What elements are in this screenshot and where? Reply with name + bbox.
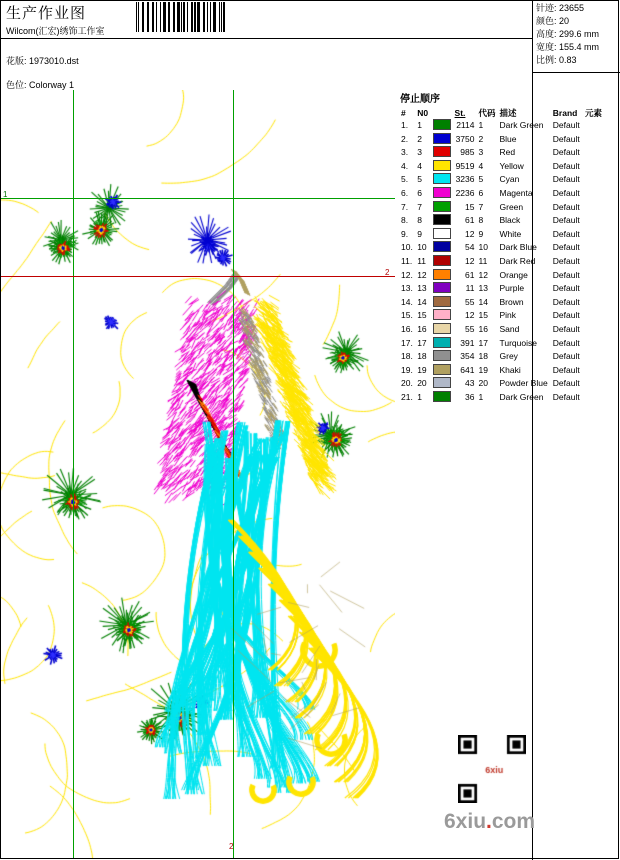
stat-label: 宽度: bbox=[536, 42, 557, 52]
cell-desc: Dark Red bbox=[499, 255, 536, 266]
cell-element bbox=[583, 391, 604, 405]
cell-index: 19. bbox=[401, 364, 413, 375]
cell-element bbox=[583, 173, 604, 187]
cell-swatch bbox=[431, 269, 453, 283]
cell-swatch bbox=[431, 146, 453, 160]
cell-brand: Default bbox=[552, 269, 580, 280]
cell-brand: Default bbox=[552, 337, 580, 348]
barcode-bar bbox=[213, 2, 216, 32]
table-row[interactable] bbox=[399, 119, 604, 133]
cell-no: 4 bbox=[417, 160, 422, 171]
embroidery-artwork bbox=[1, 90, 395, 858]
cell-no: 8 bbox=[417, 215, 422, 226]
cell-no: 1 bbox=[417, 391, 422, 402]
color-swatch bbox=[433, 133, 451, 144]
cell-no: 2 bbox=[417, 133, 422, 144]
cell-desc: Black bbox=[499, 215, 521, 226]
design-file-row bbox=[6, 54, 79, 67]
watermark-tld: com bbox=[491, 810, 536, 833]
table-row[interactable] bbox=[399, 377, 604, 391]
cell-desc: Khaki bbox=[499, 364, 521, 375]
cell-no: 9 bbox=[417, 228, 422, 239]
cell-code: 9 bbox=[478, 228, 484, 239]
cell-index: 11. bbox=[401, 255, 413, 266]
cell-element bbox=[583, 146, 604, 160]
cell-code: 1 bbox=[478, 391, 484, 402]
cell-brand: Default bbox=[552, 242, 580, 253]
barcode-bar bbox=[203, 2, 205, 32]
cell-desc: Sand bbox=[499, 323, 520, 334]
colorway-value: Colorway 1 bbox=[29, 80, 75, 90]
cell-swatch bbox=[431, 337, 453, 351]
stat-label: 针迹: bbox=[536, 3, 557, 13]
cell-no: 13 bbox=[417, 283, 427, 294]
stat-row-2 bbox=[536, 28, 616, 41]
cell-index: 1. bbox=[401, 120, 409, 130]
stat-value: 23655 bbox=[556, 3, 585, 13]
cell-stitches: 54 bbox=[465, 242, 475, 253]
color-swatch bbox=[433, 364, 451, 375]
stat-label: 高度: bbox=[536, 29, 557, 39]
cell-desc: Orange bbox=[499, 269, 528, 280]
color-swatch bbox=[433, 241, 451, 252]
cell-swatch bbox=[431, 201, 453, 215]
table-row[interactable] bbox=[399, 241, 604, 255]
stat-label: 比例: bbox=[536, 55, 557, 65]
color-swatch bbox=[433, 309, 451, 320]
cell-swatch bbox=[431, 214, 453, 228]
cell-stitches: 61 bbox=[465, 215, 475, 226]
cell-index: 20. bbox=[401, 378, 413, 389]
cell-index: 18. bbox=[401, 351, 413, 362]
cell-brand: Default bbox=[552, 351, 580, 362]
cell-desc: Yellow bbox=[499, 160, 524, 171]
cell-code: 13 bbox=[478, 283, 488, 294]
cell-index: 17. bbox=[401, 337, 413, 348]
cell-desc: Cyan bbox=[499, 174, 520, 185]
table-row[interactable] bbox=[399, 173, 604, 187]
cell-swatch bbox=[431, 350, 453, 364]
cell-desc: Turquoise bbox=[499, 337, 537, 348]
barcode-bar bbox=[147, 2, 149, 32]
color-swatch bbox=[433, 296, 451, 307]
cell-swatch bbox=[431, 241, 453, 255]
cell-code: 18 bbox=[478, 351, 488, 362]
col-brand: Brand bbox=[552, 108, 578, 118]
cell-element bbox=[583, 201, 604, 215]
cell-code: 16 bbox=[478, 323, 488, 334]
stat-value: 20 bbox=[556, 16, 570, 26]
barcode bbox=[136, 2, 226, 32]
barcode-bar bbox=[223, 2, 225, 32]
barcode-bar bbox=[183, 2, 185, 32]
color-swatch bbox=[433, 350, 451, 361]
cell-brand: Default bbox=[552, 133, 580, 144]
cell-code: 2 bbox=[478, 133, 484, 144]
barcode-bar bbox=[221, 2, 222, 32]
cell-swatch bbox=[431, 282, 453, 296]
cell-desc: Powder Blue bbox=[499, 378, 548, 389]
color-swatch bbox=[433, 173, 451, 184]
cell-swatch bbox=[431, 309, 453, 323]
barcode-bar bbox=[138, 2, 139, 32]
cell-stitches: 12 bbox=[465, 228, 475, 239]
table-row[interactable] bbox=[399, 296, 604, 310]
color-swatch bbox=[433, 201, 451, 212]
table-row[interactable] bbox=[399, 337, 604, 351]
barcode-bar bbox=[207, 2, 208, 32]
barcode-bar bbox=[136, 2, 137, 32]
cell-element bbox=[583, 337, 604, 351]
col-swatch bbox=[431, 107, 453, 119]
cell-stitches: 3236 bbox=[455, 174, 475, 185]
cell-stitches: 36 bbox=[465, 391, 475, 402]
table-row[interactable] bbox=[399, 391, 604, 405]
barcode-bar bbox=[163, 2, 166, 32]
color-swatch bbox=[433, 337, 451, 348]
cell-element bbox=[583, 228, 604, 242]
table-row[interactable] bbox=[399, 228, 604, 242]
cell-brand: Default bbox=[552, 364, 580, 375]
studio-name: Wilcom(汇宏)绣饰工作室 bbox=[6, 26, 105, 36]
barcode-bar bbox=[194, 2, 196, 32]
cell-brand: Default bbox=[552, 323, 580, 334]
col-desc: 描述 bbox=[499, 108, 517, 118]
cell-element bbox=[583, 160, 604, 174]
cell-desc: White bbox=[499, 228, 522, 239]
cell-index: 5. bbox=[401, 174, 409, 185]
cell-code: 20 bbox=[478, 378, 488, 389]
cell-stitches: 3750 bbox=[455, 133, 475, 144]
cell-code: 19 bbox=[478, 364, 488, 375]
color-swatch bbox=[433, 323, 451, 334]
table-row[interactable] bbox=[399, 269, 604, 283]
cell-element bbox=[583, 255, 604, 269]
cell-element bbox=[583, 309, 604, 323]
guide-vertical-green-center bbox=[233, 90, 234, 858]
stat-value: 0.83 bbox=[556, 55, 577, 65]
cell-swatch bbox=[431, 133, 453, 147]
design-file-label: 花版: bbox=[6, 56, 27, 66]
cell-index: 14. bbox=[401, 296, 413, 307]
stats-divider bbox=[532, 72, 620, 73]
cell-no: 11 bbox=[417, 255, 427, 266]
cell-code: 1 bbox=[478, 120, 484, 130]
cell-code: 12 bbox=[478, 269, 488, 280]
cell-stitches: 2236 bbox=[455, 187, 475, 198]
cell-desc: Brown bbox=[499, 296, 524, 307]
cell-element bbox=[583, 241, 604, 255]
cell-stitches: 985 bbox=[460, 147, 475, 158]
barcode-bar bbox=[160, 2, 161, 32]
barcode-bar bbox=[156, 2, 157, 32]
stat-value: 299.6 mm bbox=[556, 29, 600, 39]
cell-no: 18 bbox=[417, 351, 427, 362]
cell-brand: Default bbox=[552, 174, 580, 185]
table-row[interactable] bbox=[399, 146, 604, 160]
cell-no: 15 bbox=[417, 310, 427, 321]
table-row[interactable] bbox=[399, 160, 604, 174]
table-row[interactable] bbox=[399, 323, 604, 337]
color-sequence-table bbox=[399, 107, 604, 404]
cell-swatch bbox=[431, 296, 453, 310]
cell-index: 16. bbox=[401, 323, 413, 334]
cell-stitches: 12 bbox=[465, 255, 475, 266]
cell-swatch bbox=[431, 228, 453, 242]
cell-desc: Blue bbox=[499, 133, 517, 144]
cell-brand: Default bbox=[552, 228, 580, 239]
cell-brand: Default bbox=[552, 310, 580, 321]
design-preview bbox=[1, 90, 395, 858]
col-no: N0 bbox=[417, 108, 429, 118]
cell-index: 9. bbox=[401, 228, 409, 239]
cell-code: 10 bbox=[478, 242, 488, 253]
cell-brand: Default bbox=[552, 120, 580, 130]
guide-label-right: 2 bbox=[385, 268, 390, 277]
color-swatch bbox=[433, 377, 451, 388]
color-swatch bbox=[433, 146, 451, 157]
table-row[interactable] bbox=[399, 309, 604, 323]
stat-row-3 bbox=[536, 41, 616, 54]
watermark-text: 6xiu bbox=[444, 810, 487, 833]
page-title: 生产作业图 bbox=[6, 5, 87, 22]
cell-element bbox=[583, 269, 604, 283]
cell-code: 14 bbox=[478, 296, 488, 307]
cell-code: 6 bbox=[478, 187, 484, 198]
cell-stitches: 11 bbox=[465, 283, 475, 294]
color-swatch bbox=[433, 255, 451, 266]
guide-vertical-green-left bbox=[73, 90, 74, 858]
cell-brand: Default bbox=[552, 160, 580, 171]
color-swatch bbox=[433, 119, 451, 130]
cell-swatch bbox=[431, 377, 453, 391]
cell-code: 7 bbox=[478, 201, 484, 212]
cell-index: 2. bbox=[401, 133, 409, 144]
cell-brand: Default bbox=[552, 187, 580, 198]
cell-desc: Red bbox=[499, 147, 516, 158]
cell-element bbox=[583, 350, 604, 364]
cell-brand: Default bbox=[552, 215, 580, 226]
cell-element bbox=[583, 377, 604, 391]
cell-element bbox=[583, 323, 604, 337]
cell-no: 5 bbox=[417, 174, 422, 185]
cell-element bbox=[583, 296, 604, 310]
table-row[interactable] bbox=[399, 214, 604, 228]
cell-code: 11 bbox=[478, 255, 488, 266]
stat-row-1 bbox=[536, 15, 616, 28]
col-element: 元素 bbox=[584, 108, 602, 118]
colorway-label: 色位: bbox=[6, 80, 27, 90]
cell-stitches: 55 bbox=[465, 323, 475, 334]
cell-stitches: 43 bbox=[465, 378, 475, 389]
cell-no: 12 bbox=[417, 269, 427, 280]
col-stitches: St. bbox=[454, 108, 466, 118]
barcode-bar bbox=[181, 2, 182, 32]
cell-brand: Default bbox=[552, 391, 580, 402]
cell-stitches: 15 bbox=[465, 201, 475, 212]
cell-no: 6 bbox=[417, 187, 422, 198]
color-swatch bbox=[433, 391, 451, 402]
cell-stitches: 354 bbox=[460, 351, 475, 362]
color-sequence-panel bbox=[399, 90, 602, 404]
cell-code: 8 bbox=[478, 215, 484, 226]
cell-no: 19 bbox=[417, 364, 427, 375]
cell-stitches: 55 bbox=[465, 296, 475, 307]
stat-label: 颜色: bbox=[536, 16, 557, 26]
cell-swatch bbox=[431, 187, 453, 201]
cell-index: 8. bbox=[401, 215, 409, 226]
cell-index: 21. bbox=[401, 391, 413, 402]
barcode-bar bbox=[191, 2, 193, 32]
cell-swatch bbox=[431, 173, 453, 187]
barcode-bar bbox=[219, 2, 220, 32]
watermark-dot: . bbox=[486, 810, 492, 833]
table-row[interactable] bbox=[399, 364, 604, 378]
cell-brand: Default bbox=[552, 147, 580, 158]
cell-no: 17 bbox=[417, 337, 427, 348]
barcode-bar bbox=[173, 2, 175, 32]
guide-label-bottom: 2 bbox=[229, 842, 234, 851]
qr-code bbox=[458, 735, 526, 803]
cell-stitches: 12 bbox=[465, 310, 475, 321]
cell-desc: Magenta bbox=[499, 187, 533, 198]
cell-element bbox=[583, 214, 604, 228]
guide-horizontal-red bbox=[1, 276, 395, 277]
cell-stitches: 641 bbox=[460, 364, 475, 375]
table-header-row bbox=[399, 107, 604, 119]
cell-desc: Green bbox=[499, 201, 524, 212]
site-watermark bbox=[444, 810, 535, 834]
cell-no: 3 bbox=[417, 147, 422, 158]
cell-desc: Dark Blue bbox=[499, 242, 537, 253]
cell-no: 14 bbox=[417, 296, 427, 307]
cell-code: 5 bbox=[478, 174, 484, 185]
cell-index: 13. bbox=[401, 283, 413, 294]
cell-no: 20 bbox=[417, 378, 427, 389]
cell-element bbox=[583, 187, 604, 201]
cell-index: 6. bbox=[401, 187, 409, 198]
cell-no: 1 bbox=[417, 120, 422, 130]
design-file-value: 1973010.dst bbox=[29, 56, 79, 66]
cell-element bbox=[583, 364, 604, 378]
cell-code: 4 bbox=[478, 160, 484, 171]
table-row[interactable] bbox=[399, 133, 604, 147]
stat-row-4 bbox=[536, 54, 616, 67]
barcode-bar bbox=[142, 2, 144, 32]
cell-stitches: 391 bbox=[460, 337, 475, 348]
guide-horizontal-green bbox=[1, 198, 395, 199]
table-row[interactable] bbox=[399, 282, 604, 296]
cell-desc: Dark Green bbox=[499, 120, 544, 130]
cell-brand: Default bbox=[552, 378, 580, 389]
cell-no: 7 bbox=[417, 201, 422, 212]
cell-swatch bbox=[431, 255, 453, 269]
cell-desc: Pink bbox=[499, 310, 517, 321]
cell-index: 3. bbox=[401, 147, 409, 158]
barcode-bar bbox=[210, 2, 211, 32]
stat-row-0 bbox=[536, 2, 616, 15]
barcode-bar bbox=[197, 2, 200, 32]
barcode-bar bbox=[168, 2, 170, 32]
cell-swatch bbox=[431, 160, 453, 174]
barcode-bar bbox=[152, 2, 154, 32]
col-index: # bbox=[401, 108, 406, 118]
cell-index: 10. bbox=[401, 242, 413, 253]
cell-swatch bbox=[431, 323, 453, 337]
col-code: 代码 bbox=[478, 108, 496, 118]
color-swatch bbox=[433, 269, 451, 280]
cell-no: 16 bbox=[417, 323, 427, 334]
cell-brand: Default bbox=[552, 255, 580, 266]
barcode-bar bbox=[177, 2, 180, 32]
cell-stitches: 2114 bbox=[456, 120, 475, 130]
header-divider bbox=[0, 38, 532, 39]
cell-element bbox=[583, 119, 604, 133]
cell-brand: Default bbox=[552, 296, 580, 307]
color-swatch bbox=[433, 282, 451, 293]
cell-code: 15 bbox=[478, 310, 488, 321]
color-swatch bbox=[433, 228, 451, 239]
cell-index: 4. bbox=[401, 160, 409, 171]
cell-brand: Default bbox=[552, 283, 580, 294]
cell-brand: Default bbox=[552, 201, 580, 212]
cell-index: 7. bbox=[401, 201, 409, 212]
cell-stitches: 61 bbox=[465, 269, 475, 280]
table-row[interactable] bbox=[399, 187, 604, 201]
color-sequence-title: 停止顺序 bbox=[400, 94, 440, 105]
cell-swatch bbox=[431, 119, 453, 133]
table-row[interactable] bbox=[399, 201, 604, 215]
cell-index: 15. bbox=[401, 310, 413, 321]
color-swatch bbox=[433, 187, 451, 198]
cell-index: 12. bbox=[401, 269, 413, 280]
guide-label-left: 1 bbox=[3, 190, 8, 199]
cell-desc: Purple bbox=[499, 283, 525, 294]
cell-stitches: 9519 bbox=[455, 160, 475, 171]
table-row[interactable] bbox=[399, 255, 604, 269]
cell-element bbox=[583, 133, 604, 147]
cell-swatch bbox=[431, 364, 453, 378]
cell-code: 3 bbox=[478, 147, 484, 158]
table-row[interactable] bbox=[399, 350, 604, 364]
barcode-bar bbox=[187, 2, 188, 32]
color-swatch bbox=[433, 160, 451, 171]
color-swatch bbox=[433, 214, 451, 225]
cell-desc: Dark Green bbox=[499, 391, 544, 402]
cell-no: 10 bbox=[417, 242, 427, 253]
design-stats bbox=[536, 2, 616, 67]
stat-value: 155.4 mm bbox=[556, 42, 600, 52]
cell-code: 17 bbox=[478, 337, 488, 348]
cell-swatch bbox=[431, 391, 453, 405]
cell-element bbox=[583, 282, 604, 296]
cell-desc: Grey bbox=[499, 351, 518, 362]
